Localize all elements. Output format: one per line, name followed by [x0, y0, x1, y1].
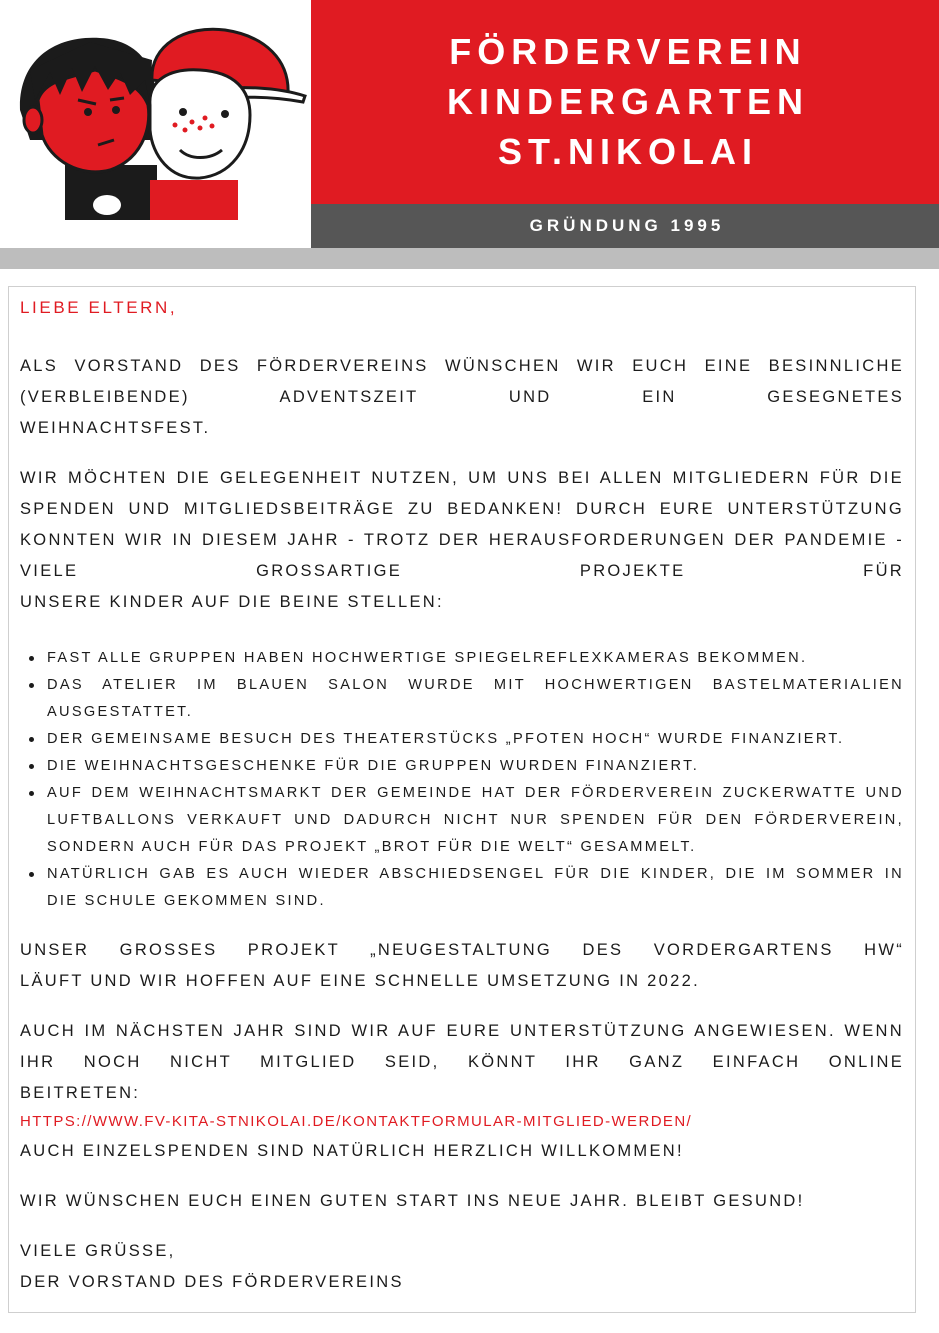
- title-line-3: ST.NIKOLAI: [497, 131, 758, 172]
- list-item: AUF DEM WEIHNACHTSMARKT DER GEMEINDE HAT DER FÖRDERVEREIN ZUCKERWATTE UND LUFTBALLONS VERKAUFT UND DADURCH NICHT NUR SPENDEN FÜR DEN FÖRDERVEREIN, SONDERN AUCH FÜR DAS PROJEKT „BROT FÜR DIE WELT“ GESAMMELT.: [20, 780, 904, 861]
- divider-strip: [0, 248, 939, 269]
- greeting: LIEBE ELTERN,: [20, 298, 178, 317]
- sign-off-line-2: DER VORSTAND DES FÖRDERVEREINS: [20, 1273, 404, 1291]
- paragraph-4-body: AUCH IM NÄCHSTEN JAHR SIND WIR AUF EURE UNTERSTÜTZUNG ANGEWIESEN. WENN IHR NOCH NICHT MITGLIED SEID, KÖNNT IHR GANZ EINFACH ONLINE: [20, 1022, 904, 1071]
- paragraph-1-body: ALS VORSTAND DES FÖRDERVEREINS WÜNSCHEN WIR EUCH EINE BESINNLICHE (VERBLEIBENDE) ADVENTSZEIT UND EIN GESEGNETES: [20, 357, 904, 406]
- achievements-list: [20, 645, 904, 915]
- list-item: DIE WEIHNACHTSGESCHENKE FÜR DIE GRUPPEN WURDEN FINANZIERT.: [20, 753, 904, 780]
- two-children-faces-logo-icon: [0, 0, 311, 246]
- sign-off-line-1: VIELE GRÜSSE,: [20, 1242, 176, 1260]
- list-item: DER GEMEINSAME BESUCH DES THEATERSTÜCKS „PFOTEN HOCH“ WURDE FINANZIERT.: [20, 726, 904, 753]
- title-line-1: FÖRDERVEREIN: [449, 31, 807, 72]
- paragraph-6: WIR WÜNSCHEN EUCH EINEN GUTEN START INS NEUE JAHR. BLEIBT GESUND!: [20, 1192, 805, 1210]
- paragraph-4-end: BEITRETEN:: [20, 1084, 141, 1102]
- paragraph-5: AUCH EINZELSPENDEN SIND NATÜRLICH HERZLICH WILLKOMMEN!: [20, 1142, 684, 1160]
- founding-text: GRÜNDUNG 1995: [529, 216, 725, 235]
- membership-link[interactable]: HTTPS://WWW.FV-KITA-STNIKOLAI.DE/KONTAKTFORMULAR-MITGLIED-WERDEN/: [20, 1113, 693, 1130]
- list-item: FAST ALLE GRUPPEN HABEN HOCHWERTIGE SPIEGELREFLEXKAMERAS BEKOMMEN.: [20, 645, 904, 672]
- title-line-2: KINDERGARTEN: [446, 81, 809, 122]
- paragraph-3-end: LÄUFT UND WIR HOFFEN AUF EINE SCHNELLE UMSETZUNG IN 2022.: [20, 972, 700, 990]
- list-item: NATÜRLICH GAB ES AUCH WIEDER ABSCHIEDSENGEL FÜR DIE KINDER, DIE IM SOMMER IN DIE SCHULE GEKOMMEN SIND.: [20, 861, 904, 915]
- list-item: DAS ATELIER IM BLAUEN SALON WURDE MIT HOCHWERTIGEN BASTELMATERIALIEN AUSGESTATTET.: [20, 672, 904, 726]
- logo: [0, 0, 311, 246]
- title-banner: [311, 0, 939, 204]
- paragraph-2-body: WIR MÖCHTEN DIE GELEGENHEIT NUTZEN, UM UNS BEI ALLEN MITGLIEDERN FÜR DIE SPENDEN UND MITGLIEDSBEITRÄGE ZU BEDANKEN! DURCH EURE UNTERSTÜTZUNG KONNTEN WIR IN DIESEM JAHR - TROTZ DER HERAUSFORDERUNGEN DER PANDEMIE - VIELE GROSSARTIGE PROJEKTE FÜR: [20, 469, 904, 580]
- paragraph-3-body: UNSER GROSSES PROJEKT „NEUGESTALTUNG DES VORDERGARTENS HW“: [20, 941, 904, 959]
- paragraph-1-end: WEIHNACHTSFEST.: [20, 419, 211, 437]
- founding-banner: [311, 204, 939, 248]
- paragraph-2-end: UNSERE KINDER AUF DIE BEINE STELLEN:: [20, 593, 444, 611]
